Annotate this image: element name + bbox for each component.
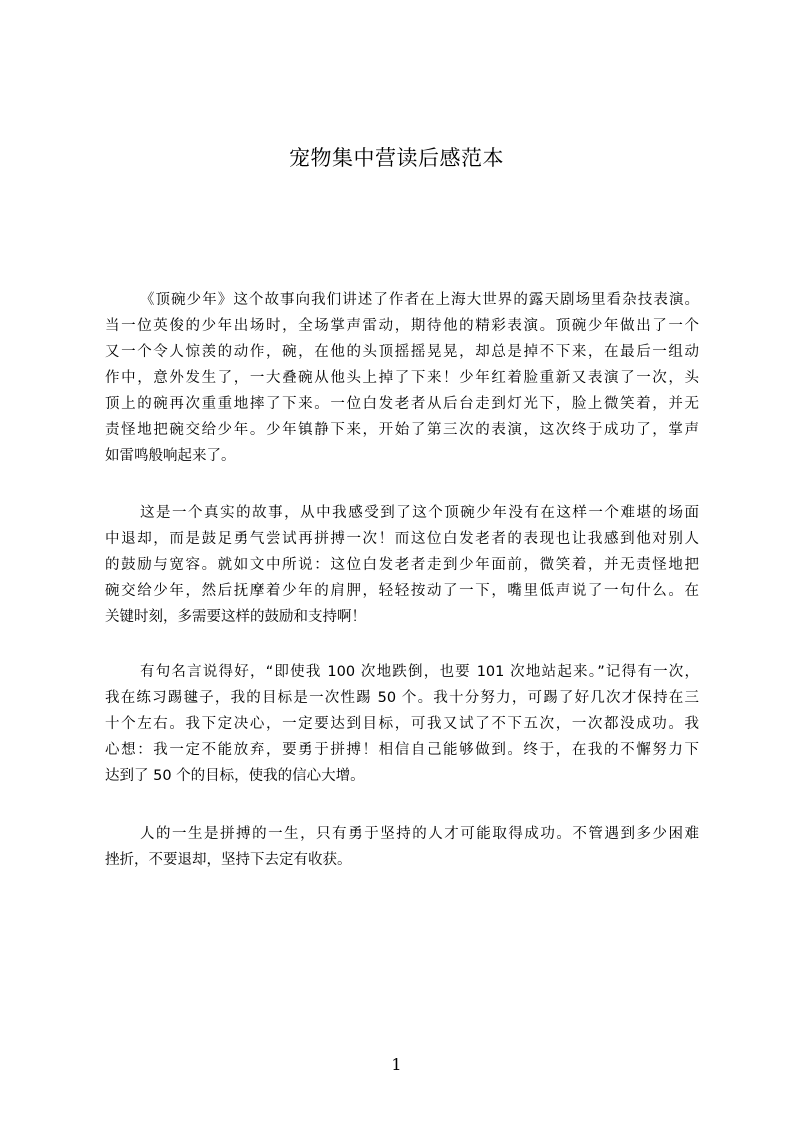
paragraph-line: 挫折，不要退却，坚持下去定有收获。 — [105, 852, 352, 868]
paragraph-line: 当一位英俊的少年出场时，全场掌声雷动，期待他的精彩表演。顶碗少年做出了一个 — [105, 318, 699, 334]
paragraph-line: 心想：我一定不能放弃，要勇于拼搏！相信自己能够做到。终于，在我的不懈努力下 — [105, 742, 699, 758]
paragraph-line: 有句名言说得好，“即使我 100 次地跌倒，也要 101 次地站起来。”记得有一次， — [140, 664, 699, 680]
paragraph-line: 人的一生是拼搏的一生，只有勇于坚持的人才可能取得成功。不管遇到多少困难 — [140, 826, 699, 842]
body-paragraph-3 — [105, 659, 699, 789]
paragraph-line: 《顶碗少年》这个故事向我们讲述了作者在上海大世界的露天剧场里看杂技表演。 — [140, 292, 699, 308]
paragraph-line: 这是一个真实的故事，从中我感受到了这个顶碗少年没有在这样一个难堪的场面 — [140, 505, 699, 521]
body-paragraph-2 — [105, 500, 699, 630]
paragraph-line: 关键时刻，多需要这样的鼓励和支持啊！ — [105, 609, 366, 625]
paragraph-line: 的鼓励与宽容。就如文中所说：这位白发老者走到少年面前，微笑着，并无责怪地把 — [105, 557, 699, 573]
paragraph-line: 作中，意外发生了，一大叠碗从他头上掉了下来！少年红着脸重新又表演了一次，头 — [105, 370, 699, 386]
paragraph-line: 中退却，而是鼓足勇气尝试再拼搏一次！而这位白发老者的表现也让我感到他对别人 — [105, 531, 699, 547]
paragraph-line: 如雷鸣般响起来了。 — [105, 448, 236, 464]
body-paragraph-1 — [105, 287, 699, 469]
paragraph-line: 责怪地把碗交给少年。少年镇静下来，开始了第三次的表演，这次终于成功了，掌声 — [105, 422, 699, 438]
paragraph-line: 十个左右。我下定决心，一定要达到目标，可我又试了不下五次，一次都没成功。我 — [105, 716, 699, 732]
paragraph-line: 达到了 50 个的目标，使我的信心大增。 — [105, 768, 365, 784]
paragraph-line: 我在练习踢毽子，我的目标是一次性踢 50 个。我十分努力，可踢了好几次才保持在三 — [105, 690, 699, 706]
page-title: 宠物集中营读后感范本 — [289, 146, 504, 170]
paragraph-line: 碗交给少年，然后抚摩着少年的肩胛，轻轻按动了一下，嘴里低声说了一句什么。在 — [105, 583, 699, 599]
paragraph-line: 顶上的碗再次重重地摔了下来。一位白发老者从后台走到灯光下，脸上微笑着，并无 — [105, 396, 699, 412]
body-paragraph-4 — [105, 821, 699, 873]
page-number: 1 — [391, 1055, 402, 1074]
paragraph-line: 又一个令人惊羡的动作，碗，在他的头顶摇摇晃晃，却总是掉不下来，在最后一组动 — [105, 344, 699, 360]
